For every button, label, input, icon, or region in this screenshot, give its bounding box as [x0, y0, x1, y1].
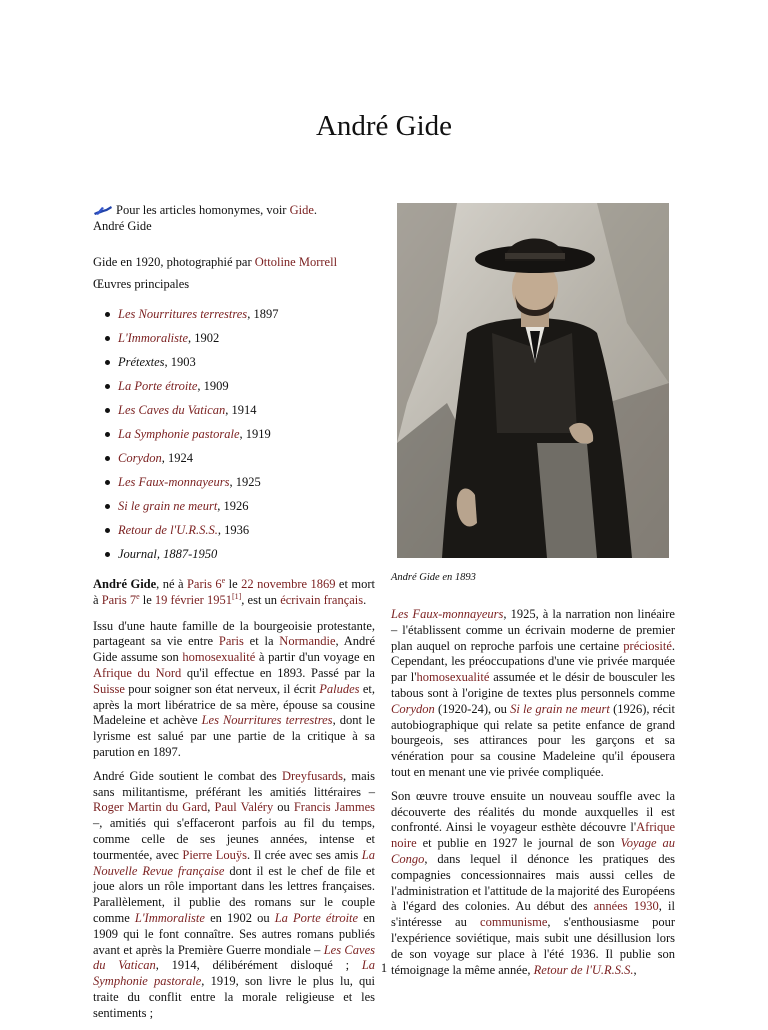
link-dreyfusards[interactable]: Dreyfusards [281, 768, 344, 783]
superscript: e [136, 591, 140, 601]
paragraph-2 [93, 769, 375, 1022]
lead-name: André Gide [93, 577, 157, 591]
text: et mort à [93, 577, 375, 607]
text: , s'enthousiasme pour l'expérience soviétique, mais subit une désillusion lors de son voyage sur place à l'été 1936. Il publie son témoignage la même année, [391, 915, 675, 977]
article-column-right [391, 607, 675, 986]
list-item [93, 329, 278, 353]
portrait-illustration [397, 203, 669, 558]
link-normandie[interactable]: Normandie [279, 634, 336, 649]
text: dont il est le chef de file et joue alors un rôle important dans les lettres françaises. Parallèlement, il publie des romans sur le couple comme [93, 863, 375, 925]
text: Son œuvre trouve ensuite un nouveau souffle avec la découverte des réalités du monde auxquelles il est confronté. Ainsi le voyageur esthète découvre l' [391, 788, 675, 835]
text: à partir d'un voyage en [255, 650, 376, 665]
text: et, après la mort libératrice de sa mère, épouse sa cousine Madeleine et achève [93, 681, 375, 728]
list-item [93, 473, 278, 497]
text: , dont le lyrisme est salué par une partie de la critique à sa parution en 1897. [93, 713, 375, 759]
work-year: , 1909 [197, 379, 229, 393]
text: et la [243, 634, 280, 649]
text: et publie en 1927 le journal de son [416, 836, 621, 851]
text: le [139, 592, 155, 607]
text: Paris 7 [101, 592, 137, 607]
text: , est un [241, 592, 281, 607]
caption-link-morrell[interactable]: Ottoline Morrell [254, 255, 338, 269]
text: , né à [156, 577, 187, 591]
list-item [93, 521, 278, 545]
works-list [93, 305, 278, 569]
work-title[interactable]: La Symphonie pastorale [118, 427, 240, 441]
text: , il s'intéresse au [391, 899, 675, 930]
link-caves-du-vatican[interactable]: Les Caves du Vatican [93, 942, 375, 973]
text: pour soigner son état nerveux, il écrit [124, 681, 320, 696]
text: . Cependant, les préoccupations d'une vie privée marquée par l' [391, 638, 675, 685]
link-immoraliste[interactable]: L'Immoraliste [134, 910, 205, 925]
link-homosexualite[interactable]: homosexualité [416, 670, 490, 685]
text: en 1902 ou [204, 910, 275, 925]
link-faux-monnayeurs[interactable]: Les Faux-monnayeurs [391, 607, 504, 621]
infobox-image-caption [93, 255, 337, 270]
text: Issu d'une haute famille de la bourgeoisie protestante, partageant sa vie entre [93, 618, 375, 649]
homonym-notice [93, 203, 317, 218]
homonym-link-gide[interactable]: Gide [289, 203, 314, 217]
caption-text: Gide en 1920, photographié par [93, 255, 255, 269]
work-year: , 1925 [229, 475, 261, 489]
text: , 1914, délibérément disloqué ; [155, 958, 362, 973]
work-year: , 1902 [188, 331, 220, 345]
list-item [93, 497, 278, 521]
work-title[interactable]: Corydon [118, 451, 162, 465]
text: ou [273, 800, 294, 815]
work-title[interactable]: L'Immoraliste [118, 331, 189, 345]
disambiguation-pen-icon [93, 204, 113, 216]
lead-paragraph [93, 577, 375, 609]
link-birth-date[interactable]: 22 novembre 1869 [241, 577, 336, 591]
text: Paris 6 [186, 577, 222, 591]
work-year: , 1926 [217, 499, 249, 513]
work-title[interactable]: Les Nourritures terrestres [118, 307, 248, 321]
work-title[interactable]: Les Caves du Vatican [118, 403, 226, 417]
work-year: , 1914 [225, 403, 257, 417]
article-title: André Gide [315, 110, 453, 142]
text: André Gide soutient le combat des [93, 768, 282, 783]
text: , [633, 962, 637, 977]
link-occupation[interactable]: écrivain français [280, 592, 364, 607]
homonym-text: Pour les articles homonymes, voir [116, 203, 290, 217]
work-title[interactable]: Si le grain ne meurt [118, 499, 218, 513]
link-paul-valery[interactable]: Paul Valéry [214, 800, 274, 815]
link-afrique-du-nord[interactable]: Afrique du Nord [93, 665, 182, 680]
text: le [225, 577, 242, 591]
link-porte-etroite[interactable]: La Porte étroite [274, 910, 359, 925]
text: assumée et le désir de bousculer les tabous sont à l'origine de textes plus personnels comme [391, 670, 676, 700]
paragraph-1 [93, 619, 375, 761]
list-item [93, 449, 278, 473]
paragraph-4 [391, 789, 675, 979]
text: (1920-24), ou [434, 701, 511, 716]
photo-caption: André Gide en 1893 [391, 572, 476, 583]
work-year: , 1919 [239, 427, 271, 441]
link-voyage-au-congo[interactable]: Voyage au Congo [391, 836, 675, 866]
work-title: Prétextes [118, 355, 165, 369]
link-si-le-grain-ne-meurt[interactable]: Si le grain ne meurt [510, 701, 610, 716]
text: , [207, 800, 215, 815]
text: (1926), récit autobiographique qui relate sa petite enfance de grand bourgeois, ses attirances pour les garçons et sa vénération pour sa cousine Madeleine qu'il épousera tout en menant une vie privée compliquée. [391, 701, 675, 779]
work-title[interactable]: Les Faux-monnayeurs [118, 475, 230, 489]
list-item [93, 425, 278, 449]
work-year: , 1936 [217, 523, 250, 537]
text: , 1925, à la narration non linéaire – l'établissent comme un écrivain moderne de premier plan auquel on reproche parfois une certaine [391, 607, 675, 653]
link-preciosite[interactable]: préciosité [623, 638, 672, 653]
link-annees-1930[interactable]: années 1930 [593, 899, 659, 914]
link-corydon[interactable]: Corydon [391, 701, 435, 716]
link-nrf[interactable]: La Nouvelle Revue française [93, 847, 375, 878]
text: –, amitiés qui s'effaceront parfois au fil du temps, comme celle de ses jeunes années, intense et tourmentée, avec [93, 816, 375, 862]
work-year: , 1897 [247, 307, 279, 321]
list-item [93, 305, 278, 329]
text: qu'il effectue en 1893. Passé par la [181, 665, 375, 680]
paragraph-3 [391, 607, 675, 781]
link-paris-7[interactable] [102, 593, 140, 607]
list-item [93, 353, 278, 377]
work-title[interactable]: Retour de l'U.R.S.S. [118, 523, 218, 537]
link-nourritures[interactable]: Les Nourritures terrestres [201, 713, 333, 728]
link-death-date[interactable]: 19 février 1951 [154, 592, 232, 607]
work-year: , 1924 [161, 451, 193, 465]
link-paludes[interactable]: Paludes [319, 681, 360, 696]
text: , 1919, son livre le plus lu, qui traite du conflit entre la morale religieuse et les sentiments ; [93, 974, 376, 1020]
link-homosexualite[interactable]: homosexualité [182, 650, 256, 665]
link-retour-urss[interactable]: Retour de l'U.R.S.S. [533, 962, 634, 977]
portrait-photo [397, 203, 669, 558]
homonym-period: . [313, 203, 318, 217]
text: , André Gide assume son [93, 634, 375, 665]
link-paris-6[interactable] [187, 577, 225, 591]
link-afrique-noire[interactable]: Afrique noire [391, 820, 675, 851]
page-number: 1 [380, 961, 388, 975]
list-item [93, 377, 278, 401]
text: , mais sans militantisme, préférant les amitiés littéraires – [93, 768, 376, 799]
list-item [93, 545, 278, 569]
link-roger-martin-du-gard[interactable]: Roger Martin du Gard [93, 800, 208, 815]
link-francis-jammes[interactable]: Francis Jammes [293, 800, 376, 815]
text: en 1909 qui le font connaître. Ses autres romans publiés avant et après la Première Guerre mondiale – [93, 910, 375, 957]
link-pierre-louys[interactable]: Pierre Louÿs [182, 847, 248, 862]
link-symphonie-pastorale[interactable]: La Symphonie pastorale [93, 958, 376, 989]
link-paris[interactable]: Paris [218, 634, 244, 649]
work-title: Journal, 1887-1950 [118, 547, 218, 561]
text: . Il crée avec ses amis [247, 847, 362, 862]
infobox-name: André Gide [93, 219, 152, 233]
text: . [363, 592, 367, 607]
text: , dans lequel il dénonce les pratiques des compagnies concessionnaires mais aussi celles de l'administration et l'attitude de la majorité des Européens à l'égard des colonies. Au début des [391, 851, 675, 914]
link-suisse[interactable]: Suisse [93, 681, 125, 696]
work-title[interactable]: La Porte étroite [118, 379, 198, 393]
reference-1[interactable]: [1] [231, 591, 242, 601]
list-item [93, 401, 278, 425]
superscript: e [221, 575, 226, 585]
link-communisme[interactable]: communisme [480, 915, 548, 930]
works-heading: Œuvres principales [93, 277, 190, 291]
work-year: , 1903 [164, 355, 196, 369]
